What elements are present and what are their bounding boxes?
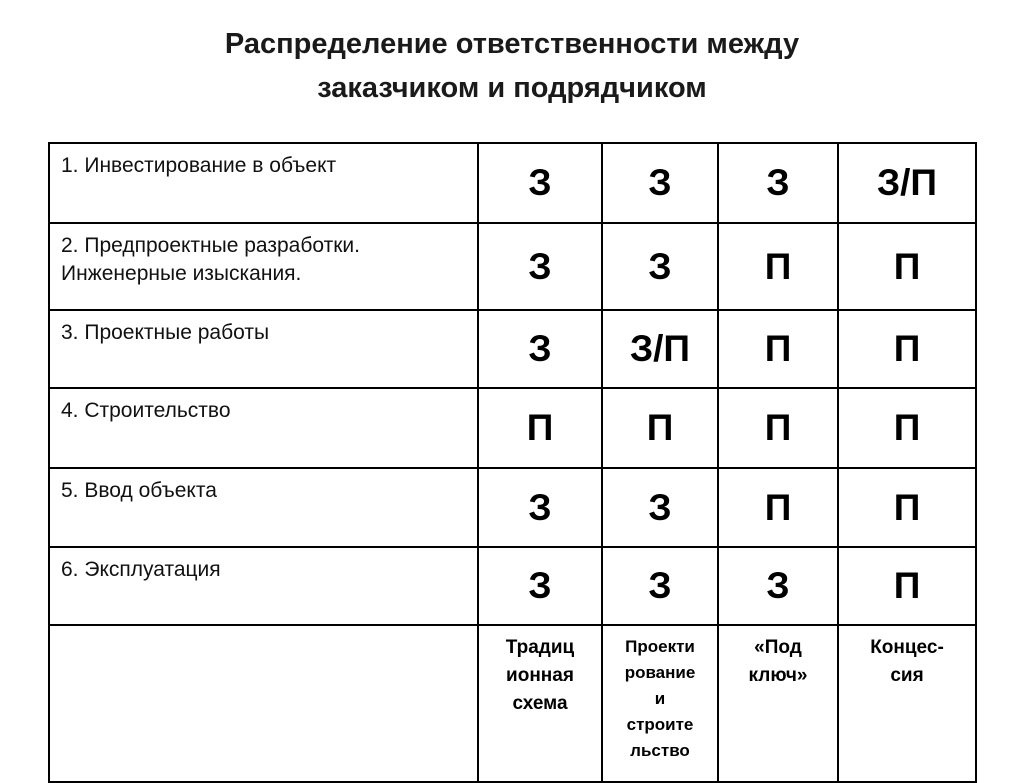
table-row-construction: [49, 388, 976, 468]
cell-turnkey: П: [718, 388, 838, 468]
stage-label: [49, 388, 478, 468]
scheme-header-line: льство: [630, 741, 690, 760]
stage-label-line: 1. Инвестирование в объект: [61, 154, 337, 177]
scheme-header-concession: [838, 625, 976, 782]
stage-label-line: 5. Ввод объекта: [61, 479, 217, 502]
cell-concession: П: [838, 223, 976, 310]
title-line-2: заказчиком и подрядчиком: [317, 72, 707, 104]
cell-traditional: З: [478, 468, 602, 547]
cell-traditional: П: [478, 388, 602, 468]
cell-traditional: З: [478, 143, 602, 223]
stage-label-line: 3. Проектные работы: [61, 321, 270, 344]
stage-label: [49, 223, 478, 310]
cell-design-build: П: [602, 388, 718, 468]
table-row-investment: [49, 143, 976, 223]
table-row-predesign: [49, 223, 976, 310]
table-row-design: [49, 310, 976, 388]
cell-turnkey: П: [718, 310, 838, 388]
cell-turnkey: З: [718, 547, 838, 625]
table-row-commissioning: [49, 468, 976, 547]
scheme-header-line: ключ»: [748, 665, 808, 686]
cell-concession: П: [838, 388, 976, 468]
stage-label: [49, 547, 478, 625]
scheme-header-line: сия: [890, 665, 924, 686]
scheme-header-line: Традиц: [505, 637, 575, 658]
cell-turnkey: П: [718, 468, 838, 547]
cell-design-build: З: [602, 547, 718, 625]
stage-label-line: 4. Строительство: [61, 399, 231, 422]
cell-design-build: З/П: [602, 310, 718, 388]
scheme-header-design-build: [602, 625, 718, 782]
scheme-header-line: Концес-: [870, 637, 944, 658]
cell-design-build: З: [602, 468, 718, 547]
stage-label-line: 6. Эксплуатация: [61, 558, 221, 581]
scheme-header-line: рование: [624, 663, 696, 682]
scheme-header-turnkey: [718, 625, 838, 782]
scheme-header-line: Проекти: [625, 637, 695, 656]
cell-concession: З/П: [838, 143, 976, 223]
scheme-header-line: ионная: [506, 665, 574, 686]
cell-traditional: З: [478, 310, 602, 388]
cell-concession: П: [838, 547, 976, 625]
scheme-header-line: строите: [626, 715, 694, 734]
table-row-operation: [49, 547, 976, 625]
stage-label-line: 2. Предпроектные разработки.: [61, 234, 360, 257]
stage-label: [49, 143, 478, 223]
stage-label: [49, 310, 478, 388]
cell-concession: П: [838, 468, 976, 547]
scheme-header-line: и: [654, 689, 666, 708]
cell-design-build: З: [602, 143, 718, 223]
empty-corner-cell: [49, 625, 478, 782]
scheme-header-line: схема: [512, 693, 568, 714]
scheme-header-traditional: [478, 625, 602, 782]
table-row-schemes: [49, 625, 976, 782]
stage-label-line: Инженерные изыскания.: [61, 262, 302, 285]
cell-traditional: З: [478, 547, 602, 625]
scheme-header-line: «Под: [754, 637, 802, 658]
cell-concession: П: [838, 310, 976, 388]
cell-turnkey: З: [718, 143, 838, 223]
cell-traditional: З: [478, 223, 602, 310]
responsibility-table: [48, 142, 977, 783]
cell-design-build: З: [602, 223, 718, 310]
title-line-1: Распределение ответственности между: [224, 28, 800, 60]
page-title: [0, 22, 1024, 110]
cell-turnkey: П: [718, 223, 838, 310]
stage-label: [49, 468, 478, 547]
